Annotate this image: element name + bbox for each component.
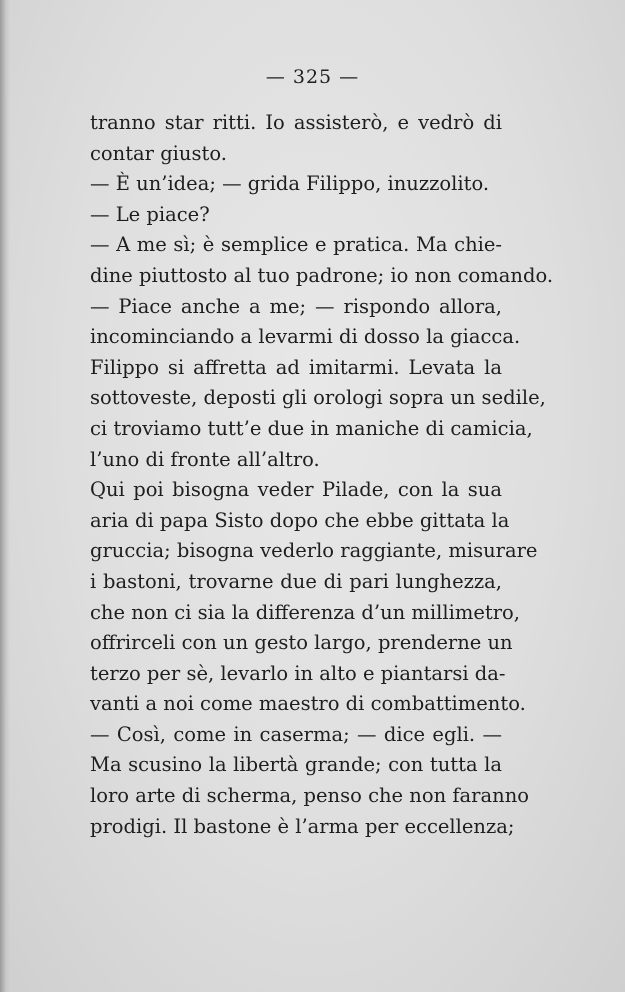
text-line: loro arte di scherma, penso che non faranno xyxy=(90,784,529,808)
text-line: i bastoni, trovarne due di pari lunghezza, xyxy=(90,569,502,593)
text-line: tranno star ritti. Io assisterò, e vedrò di xyxy=(90,111,502,134)
text-line: prodigi. Il bastone è l’arma per eccellenza; xyxy=(90,814,515,838)
text-line: — Le piace? xyxy=(90,202,210,226)
text-line: — È un’idea; — grida Filippo, inuzzolito. xyxy=(90,172,490,196)
text-line: vanti a noi come maestro di combattimento. xyxy=(90,692,526,716)
text-line: Filippo si affretta ad imitarmi. Levata la xyxy=(90,355,502,379)
text-line: Ma scusino la libertà grande; con tutta la xyxy=(90,753,502,777)
text-line: l’uno di fronte all’altro. xyxy=(90,447,320,471)
text-line: dine piuttosto al tuo padrone; io non comando. xyxy=(90,263,554,287)
text-line: ci troviamo tutt’e due in maniche di camicia, xyxy=(90,416,533,440)
text-line: sottoveste, deposti gli orologi sopra un sedile, xyxy=(90,386,546,410)
text-line: terzo per sè, levarlo in alto e piantarsi da- xyxy=(90,661,506,685)
text-line: — A me sì; è semplice e pratica. Ma chie- xyxy=(90,233,502,257)
page-body-text xyxy=(90,108,554,842)
text-line: contar giusto. xyxy=(90,141,227,165)
text-line: gruccia; bisogna vederlo raggiante, misurare xyxy=(90,539,538,563)
page-number: — 325 — xyxy=(265,66,360,88)
text-line: — Piace anche a me; — rispondo allora, xyxy=(90,294,502,318)
text-line: — Così, come in caserma; — dice egli. — xyxy=(90,722,502,746)
text-line: incominciando a levarmi di dosso la giacca. xyxy=(90,325,521,349)
binding-shadow xyxy=(0,0,10,992)
text-line: aria di papa Sisto dopo che ebbe gittata la xyxy=(90,508,510,532)
text-line: Qui poi bisogna veder Pilade, con la sua xyxy=(90,478,502,502)
text-line: che non ci sia la differenza d’un millimetro, xyxy=(90,600,520,624)
text-line: offrirceli con un gesto largo, prenderne un xyxy=(90,631,513,655)
